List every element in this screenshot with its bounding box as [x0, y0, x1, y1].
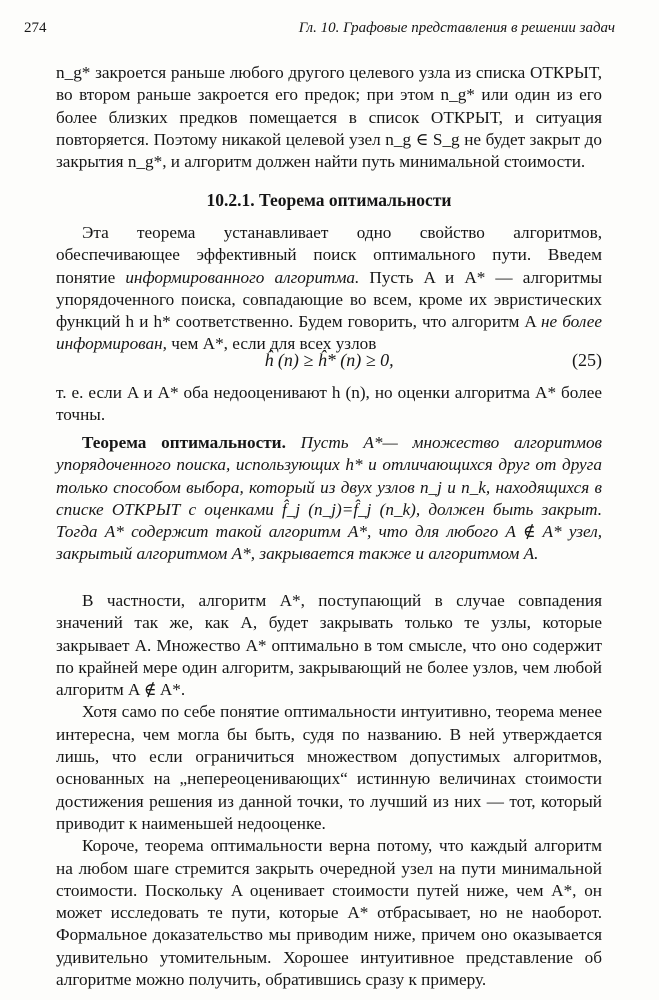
- formula-25: [56, 350, 602, 376]
- running-title: Гл. 10. Графовые представления в решении задач: [298, 20, 615, 36]
- definition-text-3: чем A*, если для всех узлов: [171, 334, 377, 354]
- theorem-statement: Пусть A*— множество алгоритмов упорядоченного поиска, использующих h* и отличающихся друг от друга только способом выбора, который из двух узлов n_j и n_k, находящихся в списке ОТКРЫТ с оценками f̂_j (n_j)=f̂_j (n_k), должен быть закрыт. Тогда A* содержит такой алгоритм A*, что для любого A ∉ A* узел, закрытый алгоритмом A*, закрывается также и алгоритмом A.: [56, 433, 603, 564]
- page-number: 274: [24, 20, 47, 36]
- discussion-block: [56, 590, 602, 991]
- paragraph-intro-text: n_g* закроется раньше любого другого целевого узла из списка ОТКРЫТ, во втором раньше закроется его предок; при этом n_g* или один из его более близких предков помещается в список ОТКРЫТ, и ситуация повторяется. Поэтому никакой целевой узел n_g ∈ S_g не будет закрыт до закрытия n_g*, и алгоритм должен найти путь минимальной стоимости.: [56, 63, 602, 172]
- paragraph-explanation: [56, 382, 602, 427]
- paragraph-explanation-text: т. е. если A и A* оба недооценивают h (n), но оценки алгоритма A* более точны.: [56, 383, 602, 425]
- definition-text-2: Пусть A и A* — алгоритмы упорядоченного поиска, совпадающие во всем, кроме их эвристических функций h и h* соответственно. Будем говорить, что алгоритм A: [56, 267, 602, 332]
- definition-term-1: информированного алгоритма.: [125, 267, 360, 287]
- paragraph-consequence: В частности, алгоритм A*, поступающий в случае совпадения значений так же, как A, будет закрывать только те узлы, которые закрывает A. Множество A* оптимально в том смысле, что оно содержит по крайней мере один алгоритм, закрывающий не более узлов, чем любой алгоритм A ∉ A*.: [56, 591, 602, 700]
- definition-text-1: Эта теорема устанавливает одно свойство алгоритмов, обеспечивающее эффективный поиск оптимального пути. Введем понятие: [56, 223, 602, 287]
- paragraph-intro: [56, 62, 602, 173]
- section-heading: 10.2.1. Теорема оптимальности: [206, 190, 452, 210]
- theorem-label: Теорема оптимальности.: [82, 433, 286, 452]
- page-header: [24, 20, 615, 42]
- paragraph-interpretation: Хотя само по себе понятие оптимальности интуитивно, теорема менее интересна, чем могла бы быть, судя по названию. В ней утверждается лишь, что если ограничиться множеством допустимых алгоритмов, основанных на „непереоценивающих“ истинную величинах стоимости достижения решения из данной точки, то лучший из них — тот, который приводит к наименьшей недооценке.: [56, 702, 602, 833]
- theorem-text: [56, 432, 602, 566]
- theorem-block: [56, 432, 602, 566]
- definition-term-2: не более информирован,: [56, 312, 603, 354]
- paragraph-summary: Короче, теорема оптимальности верна потому, что каждый алгоритм на любом шаге стремится закрыть очередной узел на пути минимальной стоимости. Поскольку A оценивает стоимости путей ниже, чем A*, он может исследовать те пути, которые A* отбрасывает, но не наоборот. Формальное доказательство мы приводим ниже, причем оно оказывается удивительно утомительным. Хорошее интуитивное представление об алгоритме можно получить, обратившись сразу к примеру.: [56, 836, 602, 990]
- paragraph-definition: [56, 222, 602, 356]
- paragraph-definition-text: [56, 222, 602, 356]
- formula-number: (25): [572, 350, 602, 370]
- formula-expression: ĥ (n) ≥ ĥ* (n) ≥ 0,: [264, 350, 394, 370]
